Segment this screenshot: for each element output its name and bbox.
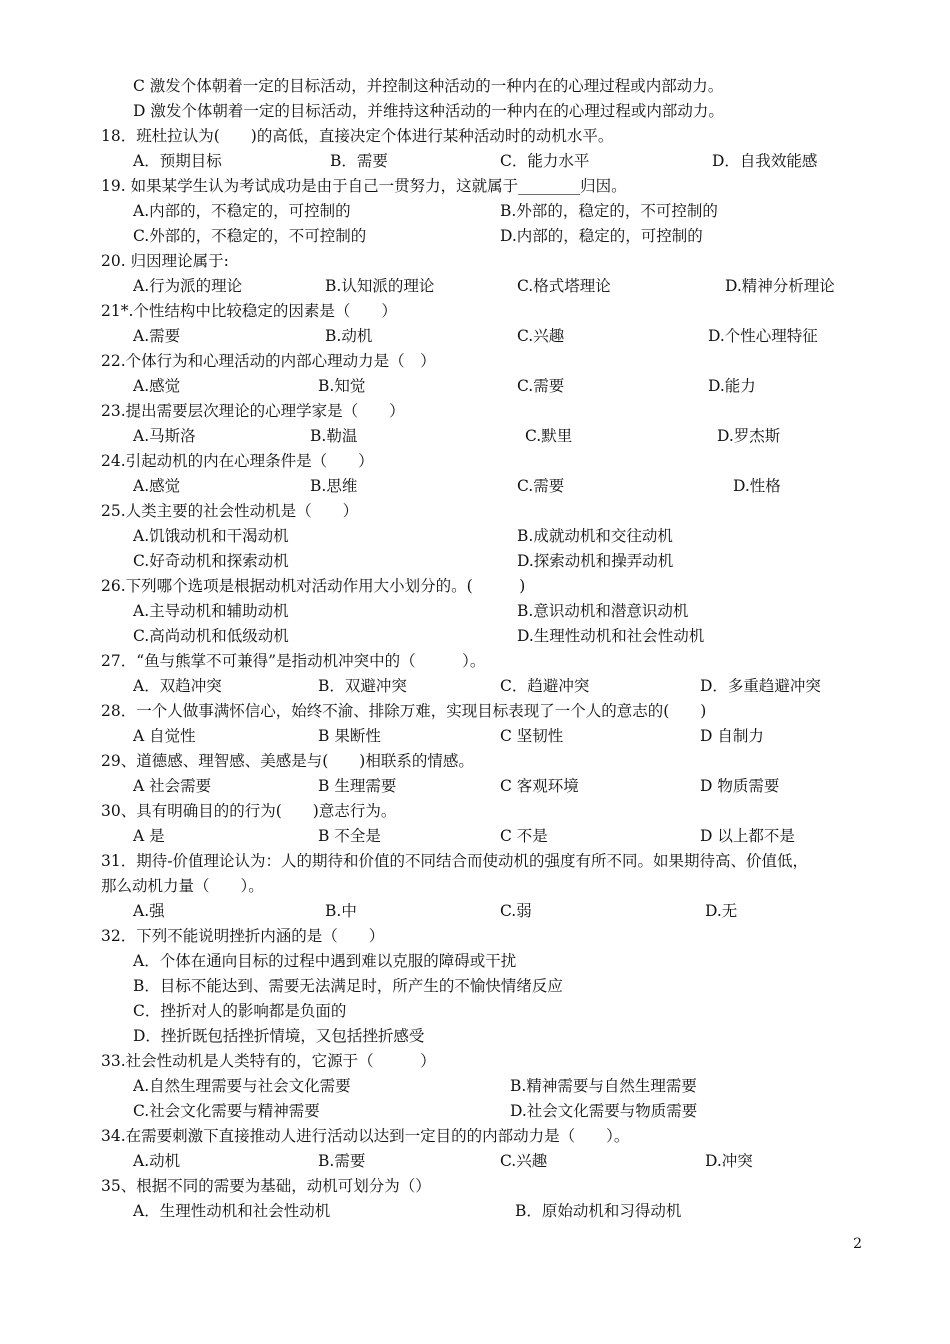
option-c: C.兴趣 [517,327,565,345]
option-c: C 客观环境 [500,777,579,795]
option-a: A.感觉 [133,477,181,495]
question-26: 26.下列哪个选项是根据动机对活动作用大小划分的。( ) [101,577,526,595]
option-d: D．多重趋避冲突 [700,677,821,695]
option-d: D 物质需要 [700,777,780,795]
option-b: B.思维 [310,477,358,495]
option-a: A.需要 [133,327,181,345]
option-c: C.外部的，不稳定的，不可控制的 [133,227,367,245]
option-c: C.好奇动机和探索动机 [133,552,289,570]
option-d: D.冲突 [705,1152,753,1170]
option-d: D.性格 [733,477,781,495]
option-a: A.自然生理需要与社会文化需要 [133,1077,351,1095]
option-c: C.需要 [517,377,565,395]
question-24: 24.引起动机的内在心理条件是（ ） [101,452,374,470]
option-a: A．个体在通向目标的过程中遇到难以克服的障碍或干扰 [133,952,517,970]
option-c: C.高尚动机和低级动机 [133,627,289,645]
question-31: 31．期待-价值理论认为：人的期待和价值的不同结合而使动机的强度有所不同。如果期待高、价值低， [101,852,808,870]
question-32: 32．下列不能说明挫折内涵的是（ ） [101,927,385,945]
option-a: A.主导动机和辅助动机 [133,602,289,620]
option-a: A.动机 [133,1152,181,1170]
option-c: C.弱 [500,902,532,920]
question-19: 19. 如果某学生认为考试成功是由于自己一贯努力，这就属于________归因。 [101,177,627,195]
option-c: C．趋避冲突 [500,677,590,695]
option-c: C 不是 [500,827,548,845]
option-c: C.默里 [525,427,573,445]
option-d: D.探索动机和操弄动机 [517,552,674,570]
option-d: D.内部的，稳定的，可控制的 [500,227,703,245]
option-c: C．能力水平 [500,152,590,170]
question-20: 20. 归因理论属于: [101,252,229,270]
question-21: 21*.个性结构中比较稳定的因素是（ ） [101,302,397,320]
option-d: D．自我效能感 [712,152,818,170]
option-a: A 社会需要 [133,777,212,795]
question-28: 28．一个人做事满怀信心，始终不渝、排除万难，实现目标表现了一个人的意志的( ) [101,702,707,720]
option-c: C.兴趣 [500,1152,548,1170]
option-b: B.意识动机和潜意识动机 [517,602,689,620]
option-b: B.需要 [318,1152,366,1170]
question-34: 34.在需要刺激下直接推动人进行活动以达到一定目的的内部动力是（ ）。 [101,1127,630,1145]
question-22: 22.个体行为和心理活动的内部心理动力是（ ） [101,352,436,370]
option-a: A.马斯洛 [133,427,196,445]
option-d: D 以上都不是 [700,827,795,845]
option-a: A 是 [133,827,165,845]
option-d: D.精神分析理论 [725,277,835,295]
option-b: B.勒温 [310,427,358,445]
option-d: D.能力 [708,377,756,395]
question-31-continued: 那么动机力量（ ）。 [101,877,264,895]
option-line: D 激发个体朝着一定的目标活动，并维持这种活动的一种内在的心理过程或内部动力。 [133,102,724,120]
option-c: C.社会文化需要与精神需要 [133,1102,320,1120]
option-d: D.社会文化需要与物质需要 [510,1102,698,1120]
option-b: B.动机 [325,327,373,345]
question-29: 29、道德感、理智感、美感是与( )相联系的情感。 [101,752,474,770]
option-a: A．双趋冲突 [133,677,222,695]
option-b: B.认知派的理论 [325,277,435,295]
question-27: 27．“鱼与熊掌不可兼得”是指动机冲突中的（ ）。 [101,652,486,670]
option-b: B 果断性 [318,727,381,745]
option-a: A.感觉 [133,377,181,395]
option-b: B 生理需要 [318,777,397,795]
question-25: 25.人类主要的社会性动机是（ ） [101,502,359,520]
question-30: 30、具有明确目的的行为( )意志行为。 [101,802,397,820]
option-a: A.行为派的理论 [133,277,243,295]
option-b: B．原始动机和习得动机 [515,1202,682,1220]
option-b: B．双避冲突 [318,677,407,695]
question-35: 35、根据不同的需要为基础，动机可划分为（） [101,1177,431,1195]
page-number: 2 [853,1236,862,1252]
option-a: A．预期目标 [133,152,222,170]
option-b: B．需要 [330,152,388,170]
option-a: A.饥饿动机和干渴动机 [133,527,289,545]
option-d: D.无 [705,902,738,920]
option-line: C 激发个体朝着一定的目标活动，并控制这种活动的一种内在的心理过程或内部动力。 [133,77,724,95]
option-b: B.中 [325,902,357,920]
option-d: D.罗杰斯 [717,427,781,445]
option-a: A．生理性动机和社会性动机 [133,1202,331,1220]
option-b: B．目标不能达到、需要无法满足时，所产生的不愉快情绪反应 [133,977,563,995]
question-33: 33.社会性动机是人类特有的，它源于（ ） [101,1052,436,1070]
option-d: D.生理性动机和社会性动机 [517,627,705,645]
option-a: A.内部的，不稳定的，可控制的 [133,202,351,220]
option-b: B.知觉 [318,377,366,395]
option-c: C.需要 [517,477,565,495]
option-c: C 坚韧性 [500,727,564,745]
option-a: A.强 [133,902,165,920]
question-23: 23.提出需要层次理论的心理学家是（ ） [101,402,405,420]
option-b: B.成就动机和交往动机 [517,527,673,545]
option-d: D．挫折既包括挫折情境，又包括挫折感受 [133,1027,425,1045]
option-c: C.格式塔理论 [517,277,611,295]
option-b: B 不全是 [318,827,381,845]
option-d: D 自制力 [700,727,764,745]
option-a: A 自觉性 [133,727,196,745]
option-c: C．挫折对人的影响都是负面的 [133,1002,347,1020]
option-d: D.个性心理特征 [708,327,818,345]
option-b: B.精神需要与自然生理需要 [510,1077,697,1095]
option-b: B.外部的，稳定的，不可控制的 [500,202,718,220]
question-18: 18．班杜拉认为( )的高低，直接决定个体进行某种活动时的动机水平。 [101,127,614,145]
